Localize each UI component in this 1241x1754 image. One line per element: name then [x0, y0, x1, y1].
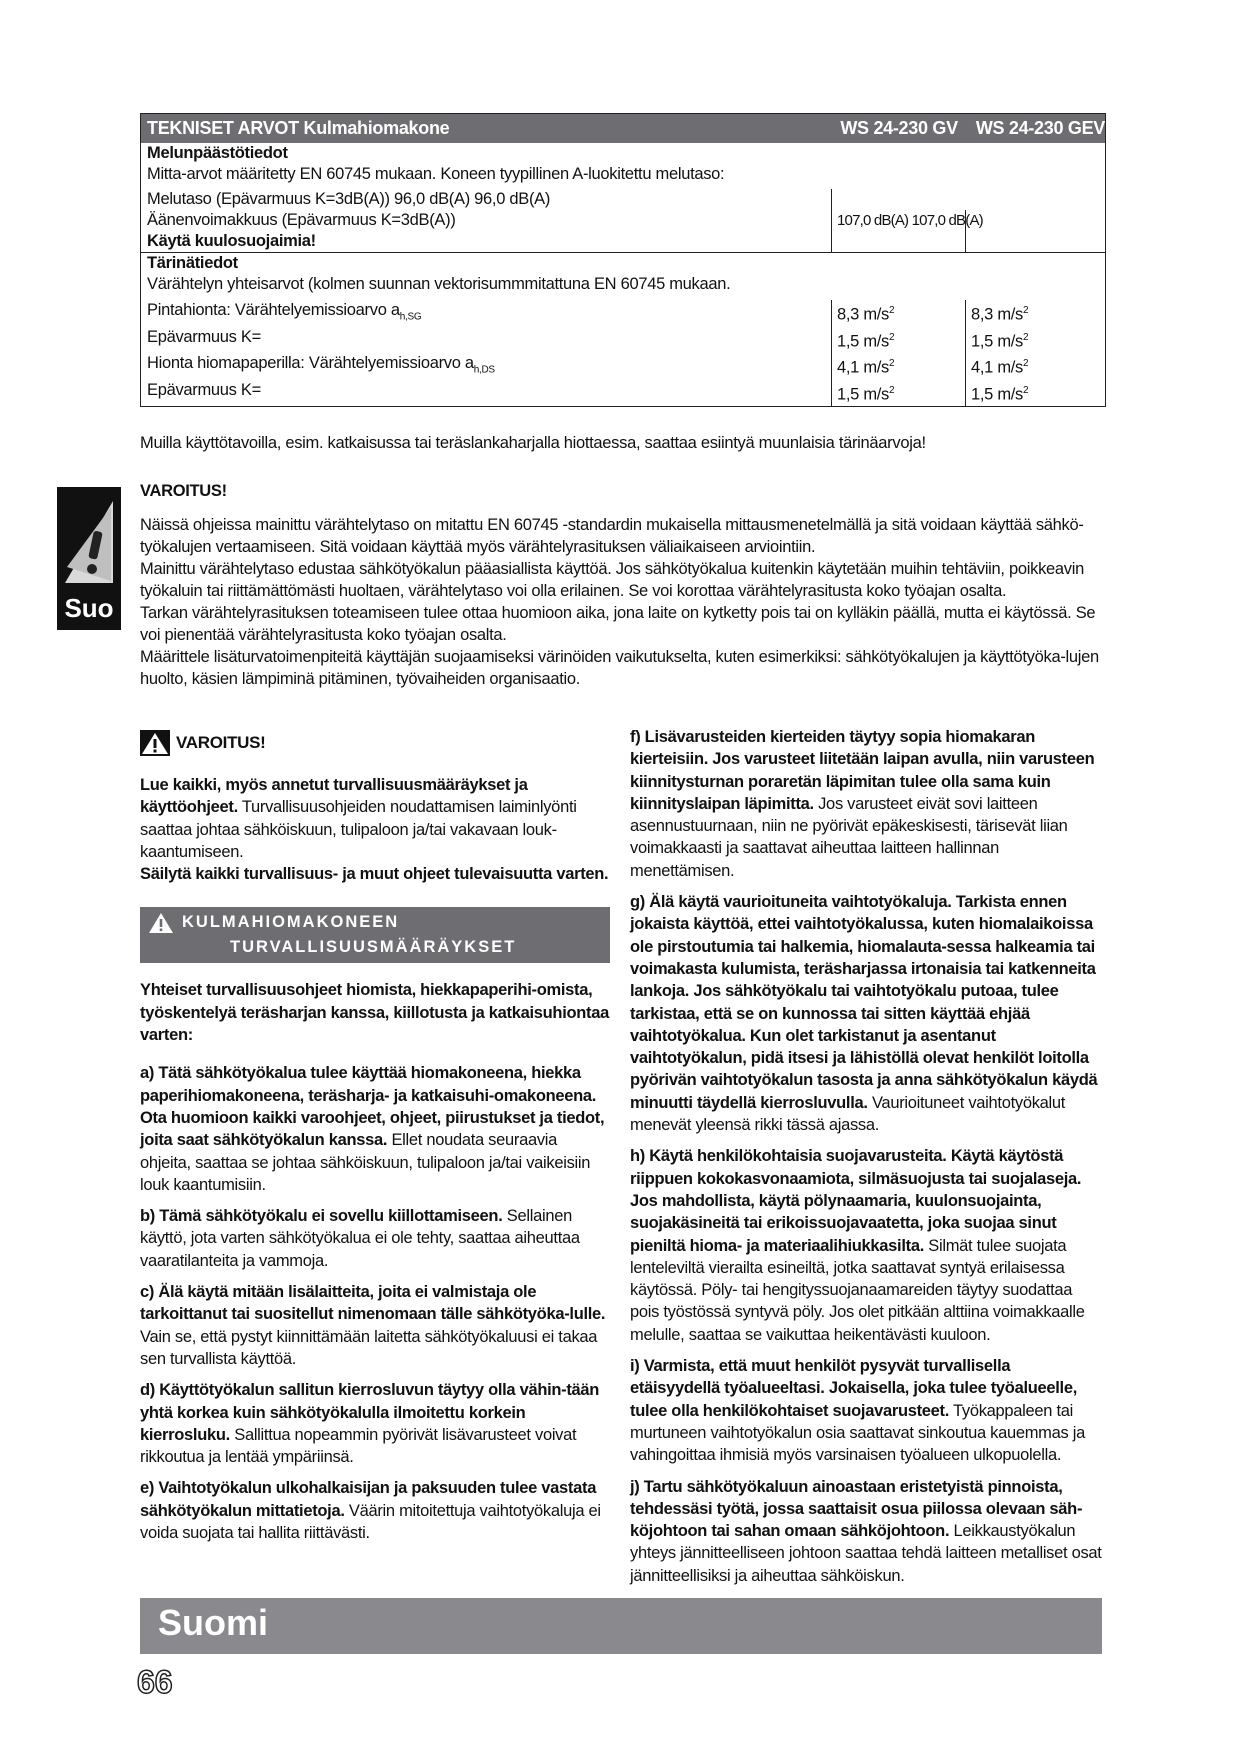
vibration-warning-title: VAROITUS! — [140, 482, 227, 500]
section-title-line2: TURVALLISUUSMÄÄRÄYKSET — [230, 938, 517, 957]
rule-g-text: Vaurioituneet vaihtotyökalut menevät yleensä rikki tässä ajassa. — [630, 1093, 1066, 1135]
vibration-row-label: Hionta hiomapaperilla: Värähtelyemissioarvo a — [147, 353, 474, 372]
vibration-warning-p2: Mainittu värähtelytaso edustaa sähkötyökalun pääasiallista käyttöä. Jos sähkötyökalua kuitenkin käytetään muihin tehtäviin, poikkeavin työkaluin tai riittämättömästi huoltaen, värähtelytaso voi olla erilainen. Se voi korottaa värähtelyrasitusta koko työajan osalta. — [140, 560, 1084, 600]
vibration-gv-value: 8,3 m/s — [837, 305, 890, 324]
language-side-tab — [57, 487, 121, 630]
right-column — [630, 726, 1102, 1596]
hearing-protection-note: Käytä kuulosuojaimia! — [147, 232, 316, 250]
rule-f-text: Jos varusteet eivät sovi laitteen asennustuurnaan, niin ne pyörivät epäkeskisesti, tärisevät liian voimakkaasti ja saattavat aiheuttaa laitteen hallinnan menettämisen. — [630, 794, 1068, 880]
safety-warning-title: VAROITUS! — [176, 732, 266, 752]
vibration-row-sub: h,SG — [399, 311, 422, 323]
vibration-warning-p4: Määrittele lisäturvatoimenpiteitä käyttäjän suojaamiseksi värinöiden vaikutukselta, kuten esimerkiksi: sähkötyökalujen ja käyttötyöka-lujen huolto, käsien lämpiminä pitäminen, työvaiheiden organisaatio. — [140, 648, 1099, 688]
rule-i-bold: i) Varmista, että muut henkilöt pysyvät turvallisella etäisyydellä työalueeltasi. Jokaisella, joka tulee työalueelle, tulee olla henkilökohtaiset suojavarusteet. — [630, 1357, 1078, 1420]
vibration-gev-value: 4,1 m/s — [971, 358, 1024, 377]
other-use-note: Muilla käyttötavoilla, esim. katkaisussa tai teräslankaharjalla hiottaessa, saattaa esiintyä muunlaisia tärinäarvoja! — [140, 434, 926, 452]
vibration-row-label: Epävarmuus K= — [147, 381, 261, 400]
sound-power-value: 107,0 dB(A) 107,0 dB(A) — [831, 210, 965, 231]
warning-icon — [140, 730, 170, 756]
vibration-warning-p3: Tarkan värähtelyrasituksen toteamiseen tulee ottaa huomioon aika, jona laite on kytketty pois tai on kylläkin päällä, mutta ei käytössä. Se voi pienentää värähtelyrasitusta koko työajan osalta. — [140, 604, 1096, 644]
rule-b-bold: b) Tämä sähkötyökalu ei sovellu kiillottamiseen. — [140, 1207, 503, 1226]
vibration-row — [141, 300, 1105, 327]
noise-intro: Mitta-arvot määritetty EN 60745 mukaan. Koneen tyypillinen A-luokitettu melutaso: — [147, 165, 725, 183]
section-title-line1: KULMAHIOMAKONEEN — [182, 913, 400, 932]
vibration-row — [141, 353, 1105, 380]
rule-g — [630, 891, 1102, 1136]
warning-triangle-icon — [63, 497, 115, 585]
unit-exponent: 2 — [889, 385, 895, 397]
rule-d-bold: d) Käyttötyökalun sallitun kierrosluvun täytyy olla vähin-tään yhtä korkea kuin sähkötyökalulla ilmoitettu korkein kierrosluku. — [140, 1381, 600, 1444]
unit-exponent: 2 — [889, 305, 895, 316]
read-instructions-text: Turvallisuusohjeiden noudattamisen laiminlyönti saattaa johtaa sähköiskuun, tulipaloon ja/tai vakavaan louk-kaantumiseen. — [140, 798, 577, 861]
rule-f — [630, 726, 1102, 882]
left-column — [140, 730, 610, 1553]
rule-h — [630, 1145, 1102, 1346]
unit-exponent: 2 — [1023, 385, 1029, 397]
vibration-row-label: Pintahionta: Värähtelyemissioarvo a — [147, 301, 400, 319]
footer-language-bar — [140, 1598, 1102, 1654]
safety-warning-heading — [140, 730, 610, 756]
rule-g-bold: g) Älä käytä vaurioituneita vaihtotyökaluja. Tarkista ennen jokaista käyttöä, ettei vaihtotyökalussa, kuten hiomalaikoissa ole pirstoutumia tai halkemia, hiomalauta-sessa halkeamia tai voimakasta kulumista, teräsharjassa irtonaisia tai katkenneita lankoja. Jos sähkötyökalu tai vaihtotyökalu putoaa, tulee tarkistaa, että se on kunnossa tai sitten käyttää ehjää vaihtotyökalua. Kun olet tarkistanut ja asentanut vaihtotyökalun, pidä itsesi ja lähistöllä olevat henkilöt loitolla pyörivän vaihtotyökalun tasosta ja anna sähkötyökalun käydä minuutti täydellä kierrosluvulla. — [630, 893, 1098, 1112]
rule-a-bold: a) Tätä sähkötyökalua tulee käyttää hiomakoneena, hiekka paperihiomakoneena, teräsharja- ja katkaisuhi-omakoneena. Ota huomioon kaikki varoohjeet, ohjeet, piirustukset ja tiedot, joita saat sähkötyökalun kanssa. — [140, 1064, 605, 1150]
rule-d — [140, 1379, 610, 1468]
vibration-gv-value: 4,1 m/s — [837, 358, 890, 377]
rule-f-bold: f) Lisävarusteiden kierteiden täytyy sopia hiomakaran kierteisiin. Jos varusteet liitetään laipan avulla, niin varusteen kiinnitysturnan poraretän läpimitan tulee olla sama kuin kiinnityslaipan läpimitta. — [630, 728, 1095, 813]
vibration-gev-value: 8,3 m/s — [971, 305, 1024, 324]
keep-instructions: Säilytä kaikki turvallisuus- ja muut ohjeet tulevaisuutta varten. — [140, 865, 609, 884]
side-tab-label: Suo — [64, 593, 114, 623]
unit-exponent: 2 — [1023, 332, 1029, 344]
vibration-gv-value: 1,5 m/s — [837, 385, 890, 404]
rule-c — [140, 1281, 610, 1370]
vibration-row — [141, 380, 1105, 406]
unit-exponent: 2 — [1023, 305, 1029, 316]
noise-level: Melutaso (Epävarmuus K=3dB(A)) 96,0 dB(A) 96,0 dB(A) — [147, 190, 551, 208]
read-instructions — [140, 774, 610, 885]
common-instructions: Yhteiset turvallisuusohjeet hiomista, hiekkapaperihi-omista, työskentelyä teräsharjan kanssa, kiillotusta ja katkaisuhiontaa varten: — [140, 981, 609, 1045]
rule-b-text: Sellainen käyttö, jota varten sähkötyökalua ei ole tehty, saattaa aiheuttaa vaaratilanteita ja vammoja. — [140, 1207, 580, 1270]
rule-e-bold: e) Vaihtotyökalun ulkohalkaisijan ja paksuuden tulee vastata sähkötyökalun mittatietoja. — [140, 1479, 597, 1520]
rule-h-text: Silmät tulee suojata lenteleviltä vierailta esineiltä, jotka saattavat syntyä erilaisessa käytössä. Pöly- tai hengityssuojanaamareiden täytyy suodattaa pois työstössä syntyvä pöly. Jos olet pitkään alttiina voimakkaalle melulle, saattaa se vaikuttaa heikentävästi kuuloon. — [630, 1236, 1085, 1344]
rule-e-text: Väärin mitoitettuja vaihtotyökaluja ei voida suojata tai hallita riittävästi. — [140, 1501, 601, 1543]
rule-b — [140, 1205, 610, 1272]
footer-language: Suomi — [158, 1602, 269, 1643]
vibration-gev-value: 1,5 m/s — [971, 385, 1024, 404]
rule-j-text: Leikkaustyökalun yhteys jännitteelliseen johtoon saattaa tehdä laitteen metalliset osat jännitteellisiksi ja aiheuttaa sähköiskun. — [630, 1522, 1102, 1585]
rule-c-bold: c) Älä käytä mitään lisälaitteita, joita ei valmistaja ole tarkoittanut tai suositellut nimenomaan tälle sähkötyöka-lulle. — [140, 1283, 606, 1324]
sound-power-label: Äänenvoimakkuus (Epävarmuus K=3dB(A)) — [147, 211, 456, 229]
rule-c-text: Vain se, että pystyt kiinnittämään laitetta sähkötyökaluusi ei takaa sen turvallista käyttöä. — [140, 1327, 598, 1368]
vibration-row — [141, 327, 1105, 353]
rule-j — [630, 1476, 1102, 1587]
table-header — [141, 114, 1105, 143]
rule-h-bold: h) Käytä henkilökohtaisia suojavarusteita. Käytä käytöstä riippuen kokokasvonaamiota, silmäsuojusta tai suojalaseja. Jos mahdollista, käytä pölynaamaria, kuulonsuojainta, suojakäsineitä tai erikoissuojavaatetta, joka suojaa sinut pieniltä hioma- ja materiaalihiukkasilta. — [630, 1147, 1082, 1255]
unit-exponent: 2 — [1023, 357, 1029, 369]
vibration-gev-value: 1,5 m/s — [971, 332, 1024, 351]
rule-e — [140, 1477, 610, 1544]
unit-exponent: 2 — [889, 357, 895, 369]
rule-i — [630, 1355, 1102, 1466]
noise-heading: Melunpäästötiedot — [147, 144, 288, 162]
rule-a — [140, 1062, 610, 1196]
rule-a-text: Ellet noudata seuraavia ohjeita, saattaa se johtaa sähköiskuun, tulipaloon ja/tai vaikeisiin louk kaantumisiin. — [140, 1131, 591, 1194]
rule-d-text: Sallittua nopeammin pyörivät lisävarusteet voivat rikkoutua ja lentää ympäriinsä. — [140, 1425, 577, 1467]
model-gv-header: WS 24-230 GV — [840, 118, 958, 138]
vibration-warning — [140, 480, 1100, 690]
unit-exponent: 2 — [889, 332, 895, 344]
page-number: 66 — [137, 1664, 173, 1700]
technical-data-table — [140, 113, 1106, 407]
vibration-row-label: Epävarmuus K= — [147, 328, 261, 347]
rule-i-text: Työkappaleen tai murtuneen vaihtotyökalun osia saattavat sinkoutua kauemmas ja vahingoittaa ihmisiä myös varsinaisen työalueen ulkopuolella. — [630, 1401, 1085, 1465]
vibration-gv-value: 1,5 m/s — [837, 332, 890, 351]
table-title: TEKNISET ARVOT Kulmahiomakone — [147, 118, 450, 138]
model-gev-header: WS 24-230 GEV — [975, 118, 1105, 138]
vibration-row-sub: h,DS — [473, 364, 495, 376]
vibration-heading: Tärinätiedot — [147, 254, 238, 272]
section-title-bar — [140, 907, 610, 963]
vibration-intro: Värähtelyn yhteisarvot (kolmen suunnan vektorisummmitattuna EN 60745 mukaan. — [147, 275, 731, 293]
read-instructions-bold: Lue kaikki, myös annetut turvallisuusmääräykset ja käyttöohjeet. — [140, 776, 528, 817]
rule-j-bold: j) Tartu sähkötyökaluun ainoastaan eristetyistä pinnoista, tehdessäsi työtä, jossa saattaisit osua piilossa olevaan säh-köjohtoon tai sahan omaan sähköjohtoon. — [630, 1477, 1083, 1541]
vibration-warning-p1: Näissä ohjeissa mainittu värähtelytaso on mitattu EN 60745 -standardin mukaisella mittausmenetelmällä ja sitä voidaan käyttää sähkö-työkalujen vertaamiseen. Sitä voidaan käyttää myös värähtelyrasituksen väliaikaiseen arviointiin. — [140, 516, 1084, 556]
warning-icon — [148, 912, 174, 934]
